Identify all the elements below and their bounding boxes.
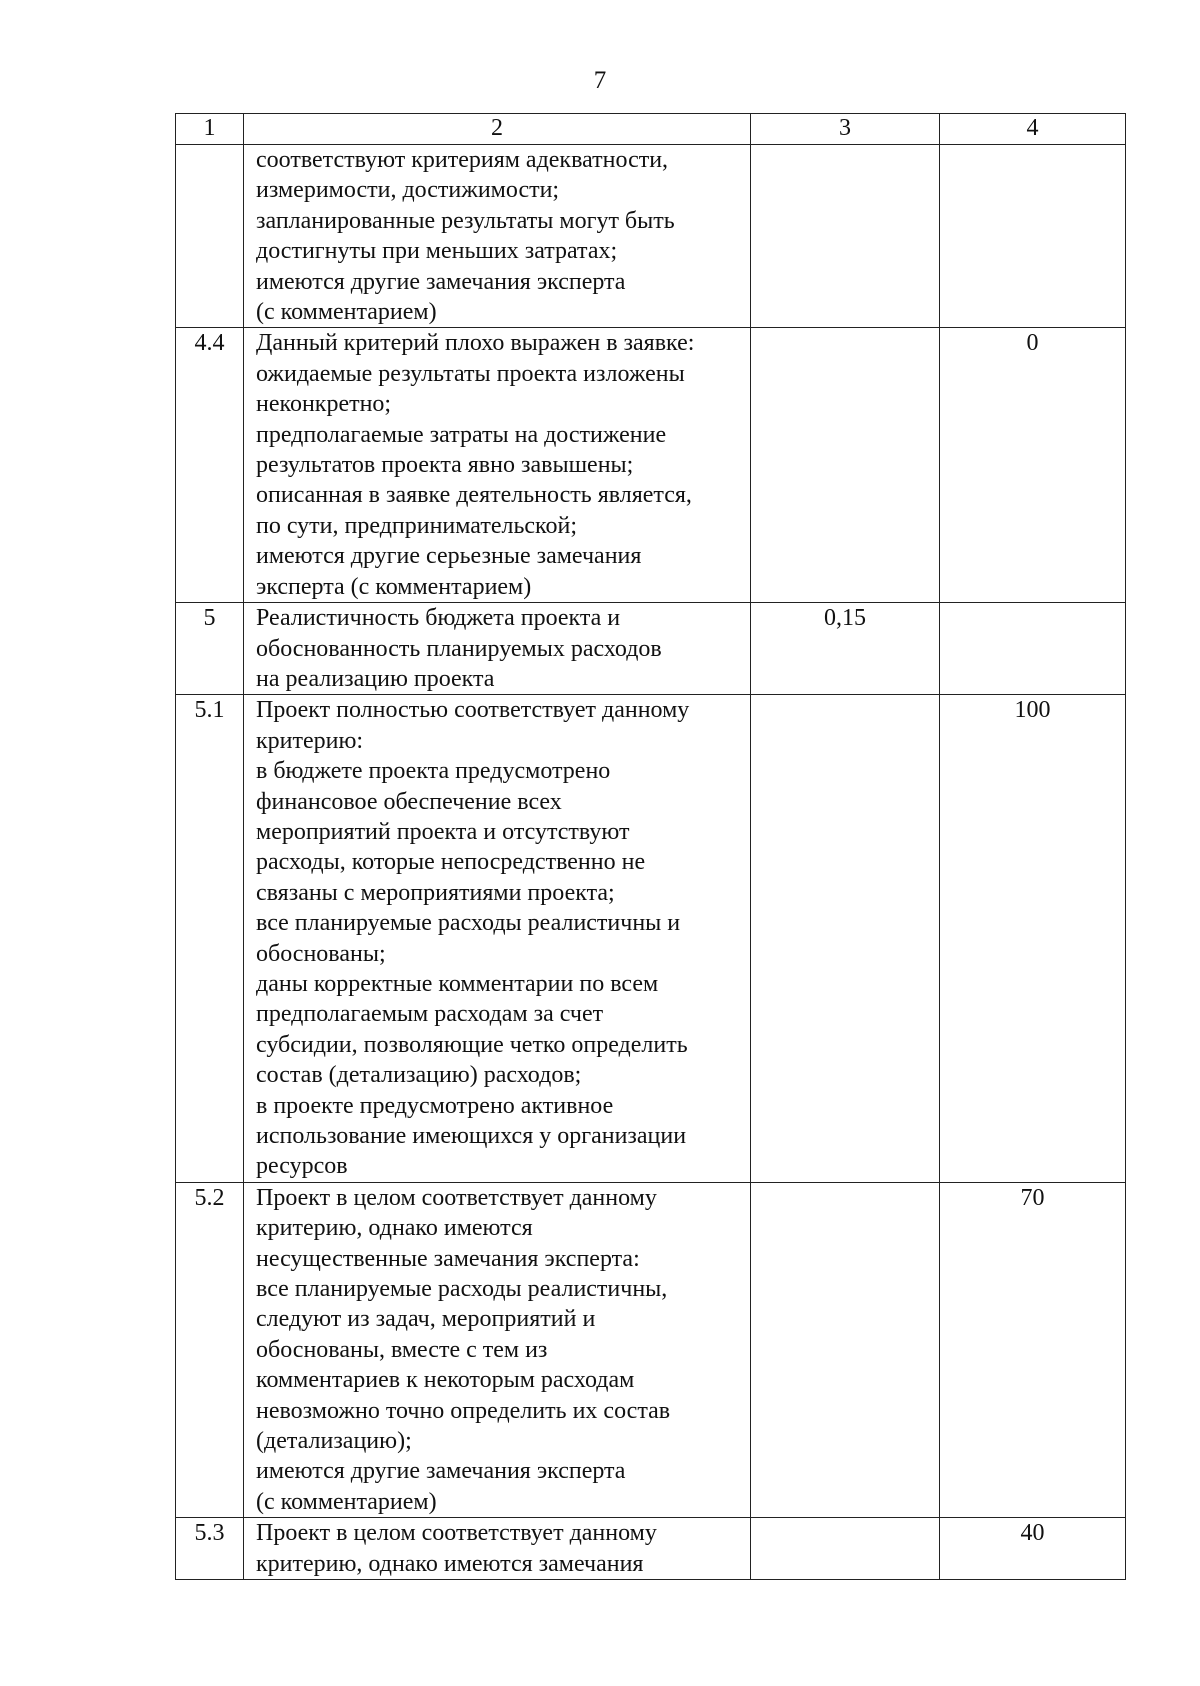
criterion-text-line: запланированные результаты могут быть <box>256 207 675 234</box>
criterion-text-line: обоснованность планируемых расходов <box>256 635 662 662</box>
criterion-text-line: обоснованы, вместе с тем из <box>256 1336 548 1363</box>
table-row <box>176 695 1126 1183</box>
criterion-text-line: критерию, однако имеются замечания <box>256 1550 644 1577</box>
criterion-text-line: даны корректные комментарии по всем <box>256 970 659 997</box>
criterion-text-line: в бюджете проекта предусмотрено <box>256 758 611 785</box>
criterion-text-line: (детализацию); <box>256 1428 412 1455</box>
criterion-text-line: эксперта (с комментарием) <box>256 573 532 600</box>
criterion-text-cell <box>244 328 751 603</box>
criterion-text-line: все планируемые расходы реалистичны и <box>256 910 681 937</box>
criterion-text-line: критерию: <box>256 727 364 754</box>
weight-cell <box>751 145 940 328</box>
criterion-text-line: на реализацию проекта <box>256 665 495 692</box>
score-cell: 70 <box>940 1182 1126 1517</box>
row-number-cell: 4.4 <box>176 328 244 603</box>
criterion-text-line: следуют из задач, мероприятий и <box>256 1306 596 1333</box>
table-row <box>176 1182 1126 1517</box>
table-row <box>176 603 1126 695</box>
criterion-text-line: Проект в целом соответствует данному <box>256 1520 657 1547</box>
criterion-text-cell <box>244 145 751 328</box>
weight-cell <box>751 328 940 603</box>
criterion-text-line: предполагаемые затраты на достижение <box>256 421 667 448</box>
criterion-text-line: (с комментарием) <box>256 1488 437 1515</box>
criterion-text-line: имеются другие замечания эксперта <box>256 268 626 295</box>
criterion-text-line: использование имеющихся у организации <box>256 1123 687 1149</box>
score-cell <box>940 145 1126 328</box>
page-number: 7 <box>593 67 607 94</box>
table-header-row <box>176 114 1126 145</box>
row-number-cell: 5.1 <box>176 695 244 1183</box>
table-row <box>176 1518 1126 1580</box>
criterion-text-line: соответствуют критериям адекватности, <box>256 147 669 173</box>
criterion-text-line: неконкретно; <box>256 391 392 418</box>
criteria-table <box>175 113 1126 1580</box>
criterion-text-line: мероприятий проекта и отсутствуют <box>256 818 630 845</box>
criterion-text-line: по сути, предпринимательской; <box>256 512 577 539</box>
criterion-text-line: (с комментарием) <box>256 299 437 326</box>
criterion-text-line: достигнуты при меньших затратах; <box>256 238 618 265</box>
criterion-text-line: расходы, которые непосредственно не <box>256 849 646 876</box>
criterion-text-cell <box>244 1518 751 1580</box>
row-number-cell <box>176 145 244 328</box>
table-row <box>176 145 1126 328</box>
criterion-text-line: имеются другие серьезные замечания <box>256 543 642 570</box>
score-cell: 100 <box>940 695 1126 1183</box>
weight-cell <box>751 695 940 1183</box>
criterion-text-line: ожидаемые результаты проекта изложены <box>256 360 685 387</box>
weight-cell: 0,15 <box>751 603 940 695</box>
weight-cell <box>751 1182 940 1517</box>
criterion-text-line: состав (детализацию) расходов; <box>256 1062 582 1089</box>
row-number-cell: 5 <box>176 603 244 695</box>
row-number-cell: 5.2 <box>176 1182 244 1517</box>
criterion-text-line: в проекте предусмотрено активное <box>256 1092 614 1119</box>
criterion-text-line: ресурсов <box>256 1153 348 1180</box>
score-cell <box>940 603 1126 695</box>
column-header: 1 <box>176 114 244 145</box>
criterion-text-line: все планируемые расходы реалистичны, <box>256 1276 668 1303</box>
criterion-text-line: имеются другие замечания эксперта <box>256 1458 626 1485</box>
column-header: 2 <box>244 114 751 145</box>
criterion-text-line: предполагаемым расходам за счет <box>256 1001 604 1028</box>
criterion-text-cell <box>244 1182 751 1517</box>
criterion-text-cell <box>244 603 751 695</box>
row-number-cell: 5.3 <box>176 1518 244 1580</box>
score-cell: 0 <box>940 328 1126 603</box>
criterion-text-cell <box>244 695 751 1183</box>
table-row <box>176 328 1126 603</box>
score-cell: 40 <box>940 1518 1126 1580</box>
column-header: 3 <box>751 114 940 145</box>
criterion-text-line: результатов проекта явно завышены; <box>256 452 634 479</box>
criterion-text-line: Реалистичность бюджета проекта и <box>256 605 621 632</box>
criterion-text-line: комментариев к некоторым расходам <box>256 1367 635 1394</box>
weight-cell <box>751 1518 940 1580</box>
criterion-text-line: измеримости, достижимости; <box>256 177 560 204</box>
criterion-text-line: финансовое обеспечение всех <box>256 788 562 815</box>
criterion-text-line: Проект в целом соответствует данному <box>256 1184 657 1211</box>
criterion-text-line: обоснованы; <box>256 940 386 967</box>
criterion-text-line: субсидии, позволяющие четко определить <box>256 1031 688 1058</box>
criterion-text-line: связаны с мероприятиями проекта; <box>256 879 615 906</box>
criterion-text-line: Данный критерий плохо выражен в заявке: <box>256 330 695 357</box>
criterion-text-line: невозможно точно определить их состав <box>256 1397 671 1424</box>
criterion-text-line: критерию, однако имеются <box>256 1215 533 1242</box>
criterion-text-line: Проект полностью соответствует данному <box>256 697 690 724</box>
column-header: 4 <box>940 114 1126 145</box>
criterion-text-line: описанная в заявке деятельность является, <box>256 482 692 509</box>
criterion-text-line: несущественные замечания эксперта: <box>256 1245 640 1272</box>
